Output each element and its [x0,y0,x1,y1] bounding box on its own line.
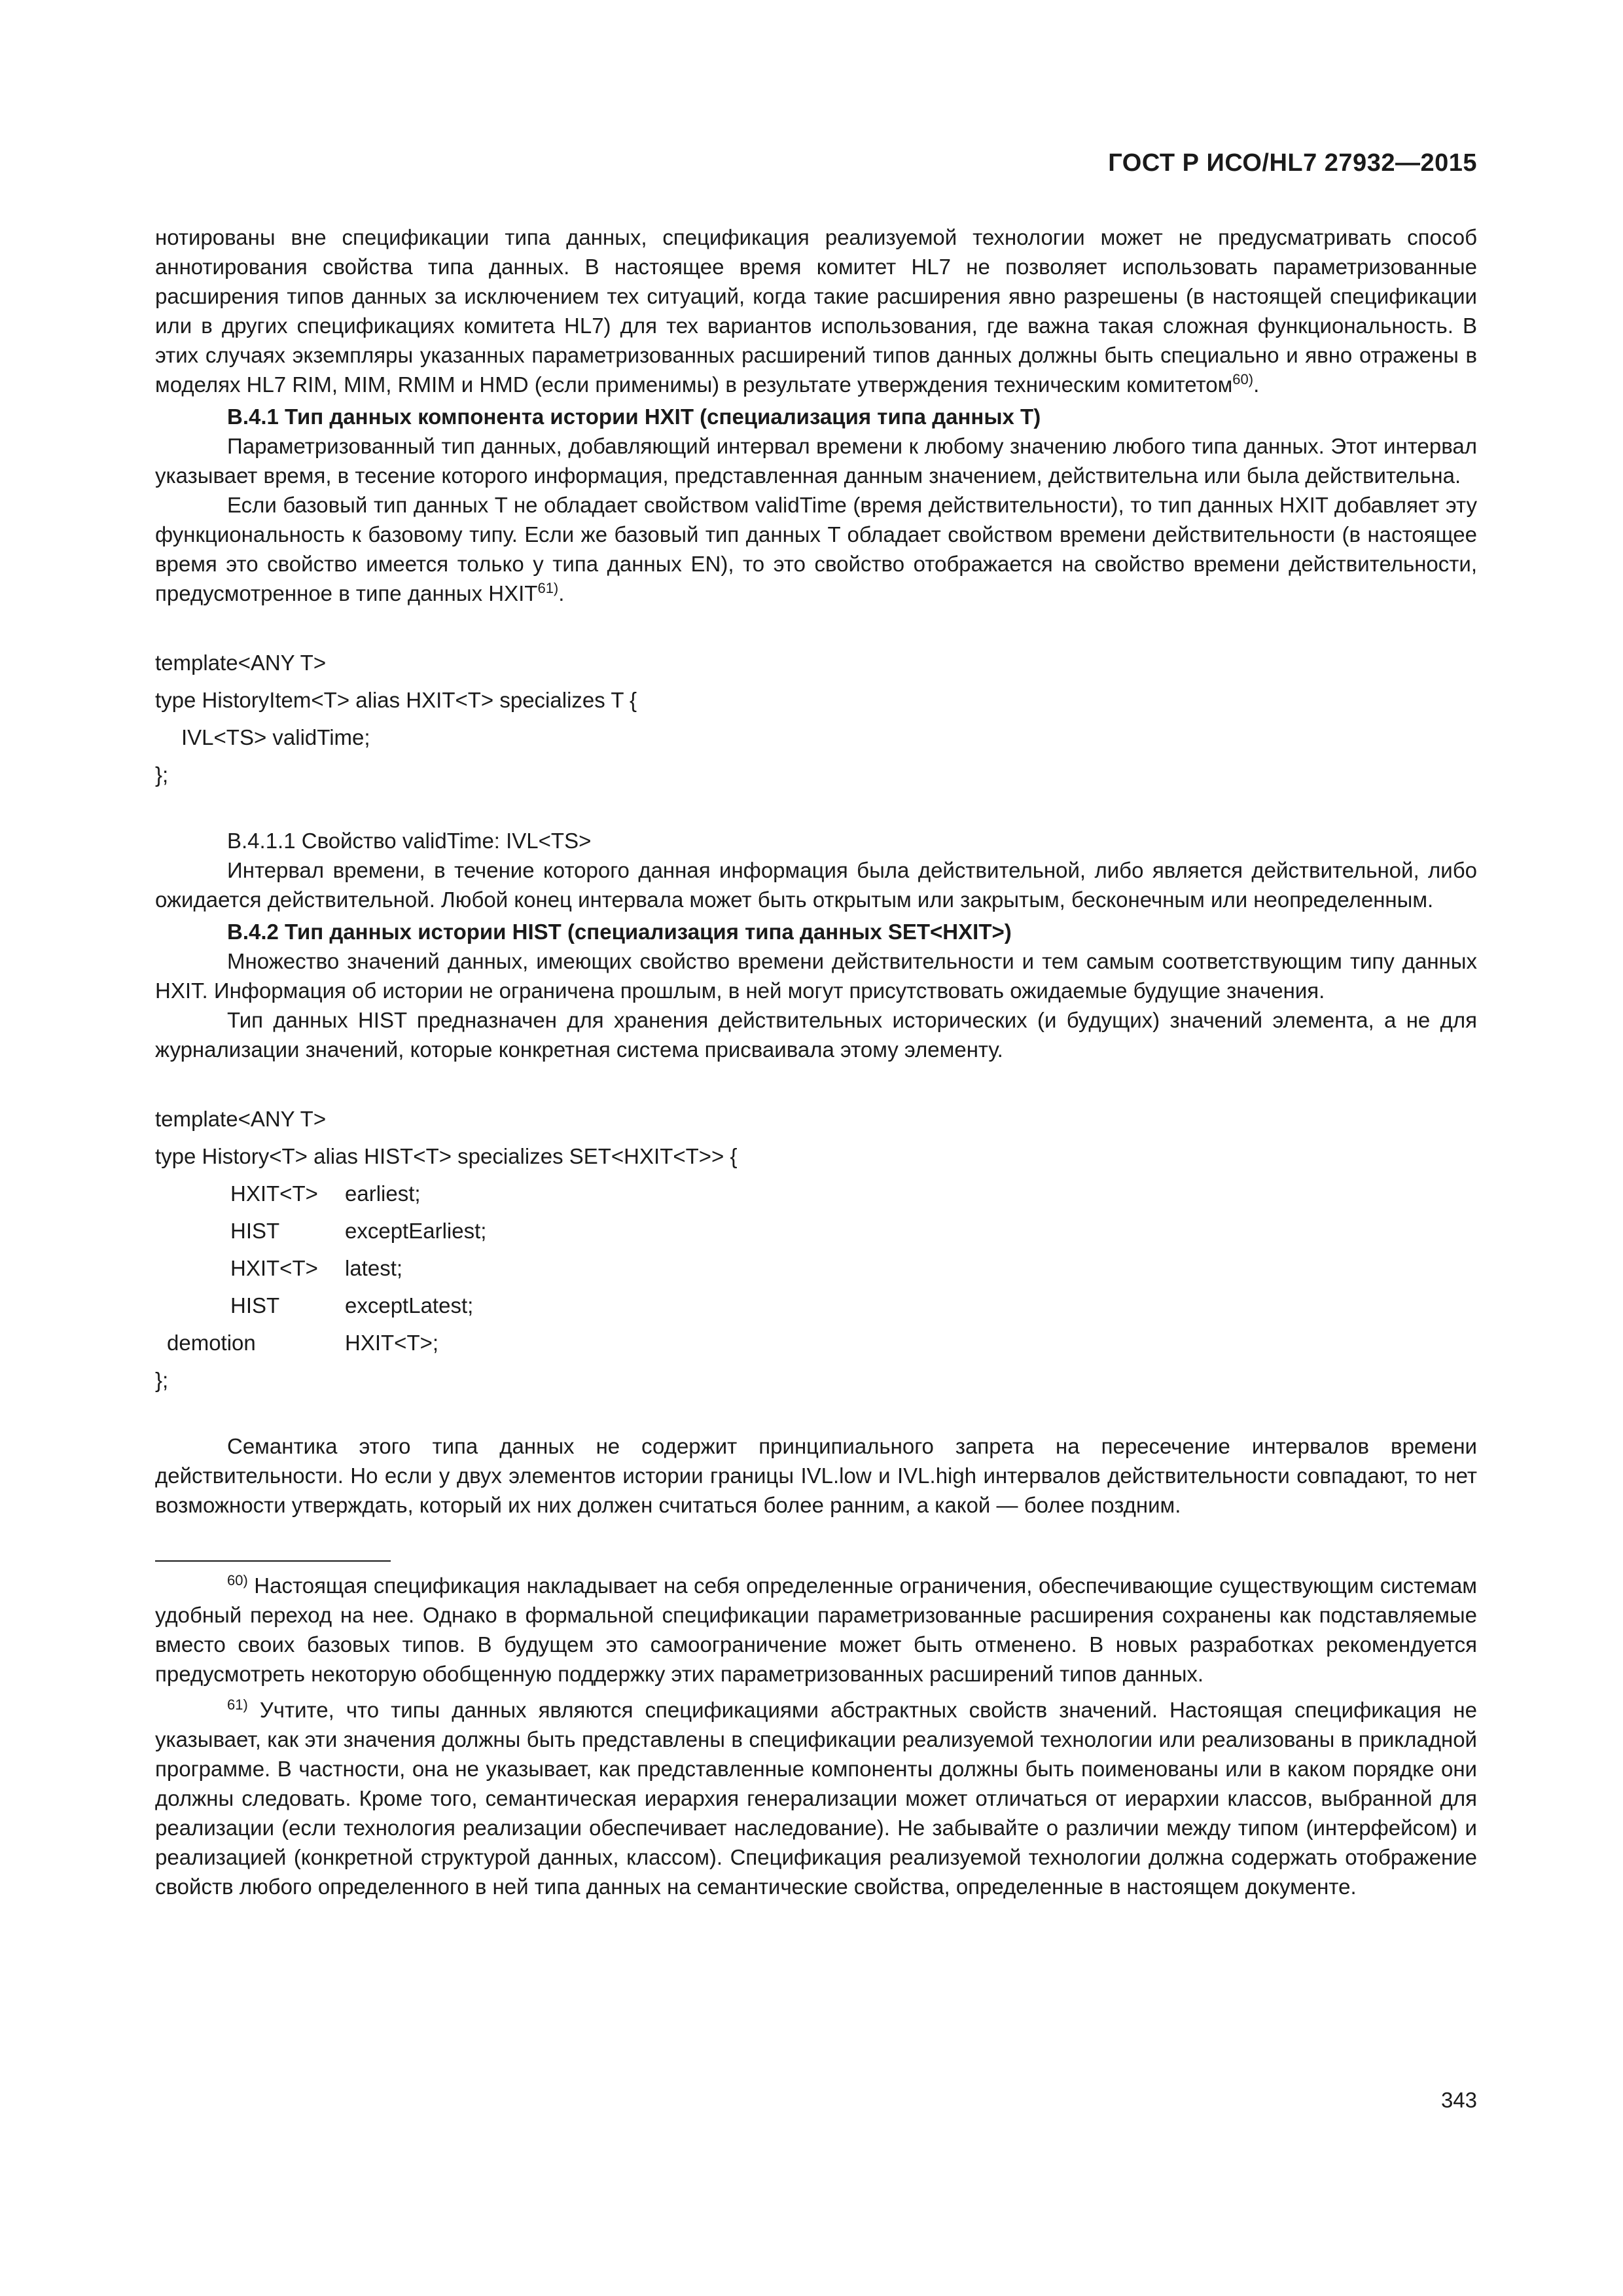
standard-designation: ГОСТ Р ИСО/HL7 27932—2015 [1108,149,1477,177]
footnote-ref-61[interactable]: 61) [537,580,559,596]
paragraph: Если базовый тип данных T не обладает свойством validTime (время действительности), то тип данных HXIT добавляет эту функциональность к базовому типу. Если же базовый тип данных T обладает свойством времени действительности (в настоящее время это свойство имеется только у типа данных EN), то это свойство отображается на свойство времени действительности, предусмотренное в типе данных HXIT$^{61)}$. [155,493,1477,605]
section-heading-b41: B.4.1 Тип данных компонента истории HXIT (специализация типа данных T) [227,404,1041,429]
paragraph: Интервал времени, в течение которого данная информация была действительной, либо является действительной, либо ожидается действительной. Любой конец интервала может быть открытым или закрытым, бесконечным или неопределенным. [155,858,1477,912]
intro-paragraph: нотированы вне спецификации типа данных, спецификация реализуемой технологии может не предусматривать способ аннотирования свойства типа данных. В настоящее время комитет HL7 не позволяет использовать параметризованные расширения типов данных за исключением тех ситуаций, когда такие расширения явно разрешены (в настоящей спецификации или в других спецификациях комитета HL7) для тех вариантов использования, где важна такая сложная функциональность. В этих случаях экземпляры указанных параметризованных расширений типов данных должны быть специально и явно отражены в моделях HL7 RIM, MIM, RMIM и HMD (если применимы) в результате утверждения техническим комитетом$^{60)}$. [155,225,1477,397]
paragraph: Множество значений данных, имеющих свойство времени действительности и тем самым соответствующим типу данных HXIT. Информация об истории не ограничена прошлым, в ней могут присутствовать ожидаемые будущие значения. [155,949,1477,1003]
demotion-keyword: demotion [167,1331,256,1355]
footnote-number: 61) [227,1696,248,1713]
member-name: earliest; [345,1181,421,1206]
code-line: template<ANY T> [155,651,327,675]
page-body [155,223,1477,1908]
code-members-table [155,1175,486,1361]
code-member-row [155,1287,486,1324]
page-number: 343 [1440,2088,1477,2112]
code-line: IVL<TS> validTime; [181,725,370,749]
code-demotion-row [155,1324,486,1361]
member-type: HIST [230,1293,280,1318]
code-block-hist [155,1100,1477,1399]
footnote-text: Учтите, что типы данных являются спецификациями абстрактных свойств значений. Настоящая спецификация не указывает, как эти значения должны быть представлены в спецификации реализуемой технологии или реализованы в прикладной программе. В частности, она не указывает, как представленные компоненты должны быть поименованы или в каком порядке они должны следовать. Кроме того, семантическая иерархия генерализации может отличаться от иерархии классов, выбранной для реализации (если технология реализации обеспечивает наследование). Не забывайте о различии между типом (интерфейсом) и реализацией (конкретной структурой данных, классом). Спецификация реализуемой технологии должна содержать отображение свойств любого определенного в ней типа данных на семантические свойства, определенные в настоящем документе. [155,1698,1478,1899]
footnote-61 [155,1695,1477,1901]
paragraph: Параметризованный тип данных, добавляющий интервал времени к любому значению любого типа данных. Этот интервал указывает время, в тесение которого информация, представленная данным значением, действительна или была действительна. [155,434,1477,488]
member-type: HXIT<T> [230,1181,318,1206]
code-line: }; [155,762,169,787]
code-line: type History<T> alias HIST<T> specializes SET<HXIT<T>> { [155,1144,738,1168]
footnote-text: Настоящая спецификация накладывает на себя определенные ограничения, обеспечивающие существующим системам удобный переход на нее. Однако в формальной спецификации параметризованные расширения сохранены как подставляемые вместо своих базовых типов. В будущем это самоограничение может быть отменено. В новых разработках рекомендуется предусмотреть некоторую обобщенную поддержку этих параметризованных расширений типов данных. [155,1573,1477,1686]
code-block-hxit [155,644,1477,793]
footnote-ref-60[interactable]: 60) [1232,371,1254,387]
document-header [155,149,1477,177]
code-line: type HistoryItem<T> alias HXIT<T> specializes T { [155,688,637,712]
paragraph: Тип данных HIST предназначен для хранения действительных исторических (и будущих) значений элемента, а не для журнализации значений, которые конкретная система присваивала этому элементу. [155,1008,1477,1062]
member-type: HXIT<T> [230,1256,318,1280]
code-line: }; [155,1368,169,1392]
member-name: latest; [345,1256,403,1280]
code-member-row [155,1212,486,1249]
footnote-number: 60) [227,1572,248,1588]
member-type: HIST [230,1219,280,1243]
footnote-60 [155,1571,1477,1689]
footnote-divider [155,1560,391,1562]
code-line: template<ANY T> [155,1107,327,1131]
member-name: exceptEarliest; [345,1219,487,1243]
code-member-row [155,1249,486,1287]
section-heading-b42: B.4.2 Тип данных истории HIST (специализация типа данных SET<HXIT>) [227,920,1012,944]
member-name: exceptLatest; [345,1293,474,1318]
demotion-type: HXIT<T>; [345,1331,439,1355]
code-member-row [155,1175,486,1212]
paragraph: Семантика этого типа данных не содержит принципиального запрета на пересечение интервалов времени действительности. Но если у двух элементов истории границы IVL.low и IVL.high интервалов действительности совпадают, то нет возможности утверждать, который их них должен считаться более ранним, а какой — более поздним. [155,1434,1477,1517]
subsection-heading-b411: B.4.1.1 Свойство validTime: IVL<TS> [227,829,592,853]
